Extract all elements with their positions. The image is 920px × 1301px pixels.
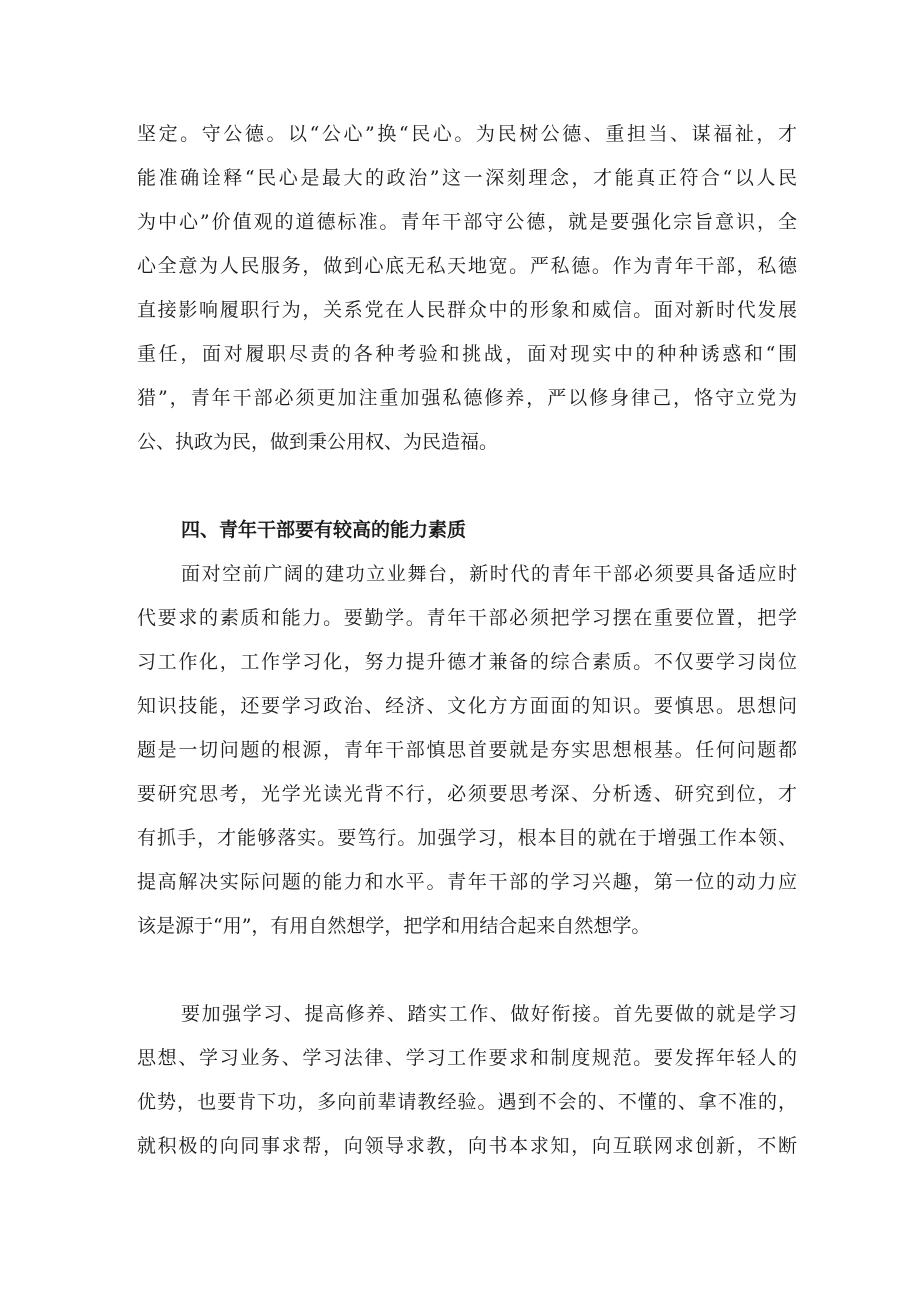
paragraph-2-line: 面对空前广阔的建功立业舞台，新时代的青年干部必须要具备适应时 <box>181 563 797 585</box>
paragraph-3-line: 就积极的向同事求帮，向领导求教，向书本求知，向互联网求创新，不断 <box>137 1135 797 1157</box>
paragraph-3-line: 思想、学习业务、学习法律、学习工作要求和制度规范。要发挥年轻人的 <box>137 1047 797 1069</box>
paragraph-2-line: 习工作化，工作学习化，努力提升德才兼备的综合素质。不仅要学习岗位 <box>137 651 797 673</box>
paragraph-1-line: 为中心”价值观的道德标准。青年干部守公德，就是要强化宗旨意识，全 <box>137 211 797 233</box>
paragraph-2-line: 提高解决实际问题的能力和水平。青年干部的学习兴趣，第一位的动力应 <box>137 871 797 893</box>
paragraph-2-line: 代要求的素质和能力。要勤学。青年干部必须把学习摆在重要位置，把学 <box>137 607 797 629</box>
paragraph-1-line: 猎”，青年干部必须更加注重加强私德修养，严以修身律己，恪守立党为 <box>137 387 797 409</box>
paragraph-1-line: 心全意为人民服务，做到心底无私天地宽。严私德。作为青年干部，私德 <box>137 255 797 277</box>
paragraph-1-line: 重任，面对履职尽责的各种考验和挑战，面对现实中的种种诱惑和“围 <box>137 343 797 365</box>
paragraph-2-line: 知识技能，还要学习政治、经济、文化方方面面的知识。要慎思。思想问 <box>137 695 797 717</box>
paragraph-2-line: 有抓手，才能够落实。要笃行。加强学习，根本目的就在于增强工作本领、 <box>137 827 797 849</box>
paragraph-1-line: 坚定。守公德。以“公心”换“民心。为民树公德、重担当、谋福祉，才 <box>137 123 797 145</box>
paragraph-1-line: 能准确诠释“民心是最大的政治”这一深刻理念，才能真正符合“以人民 <box>137 167 797 189</box>
paragraph-3-line: 要加强学习、提高修养、踏实工作、做好衔接。首先要做的就是学习 <box>181 1003 797 1025</box>
paragraph-3-line: 优势，也要肯下功，多向前辈请教经验。遇到不会的、不懂的、拿不准的， <box>137 1091 797 1113</box>
paragraph-1-line: 公、执政为民，做到秉公用权、为民造福。 <box>137 431 499 453</box>
paragraph-2-line: 题是一切问题的根源，青年干部慎思首要就是夯实思想根基。任何问题都 <box>137 739 797 761</box>
paragraph-2-line: 要研究思考，光学光读光背不行，必须要思考深、分析透、研究到位，才 <box>137 783 797 805</box>
section-heading: 四、青年干部要有较高的能力素质 <box>181 519 467 541</box>
paragraph-1-line: 直接影响履职行为，关系党在人民群众中的形象和威信。面对新时代发展 <box>137 299 797 321</box>
paragraph-2-line: 该是源于“用”，有用自然想学，把学和用结合起来自然想学。 <box>137 915 651 937</box>
